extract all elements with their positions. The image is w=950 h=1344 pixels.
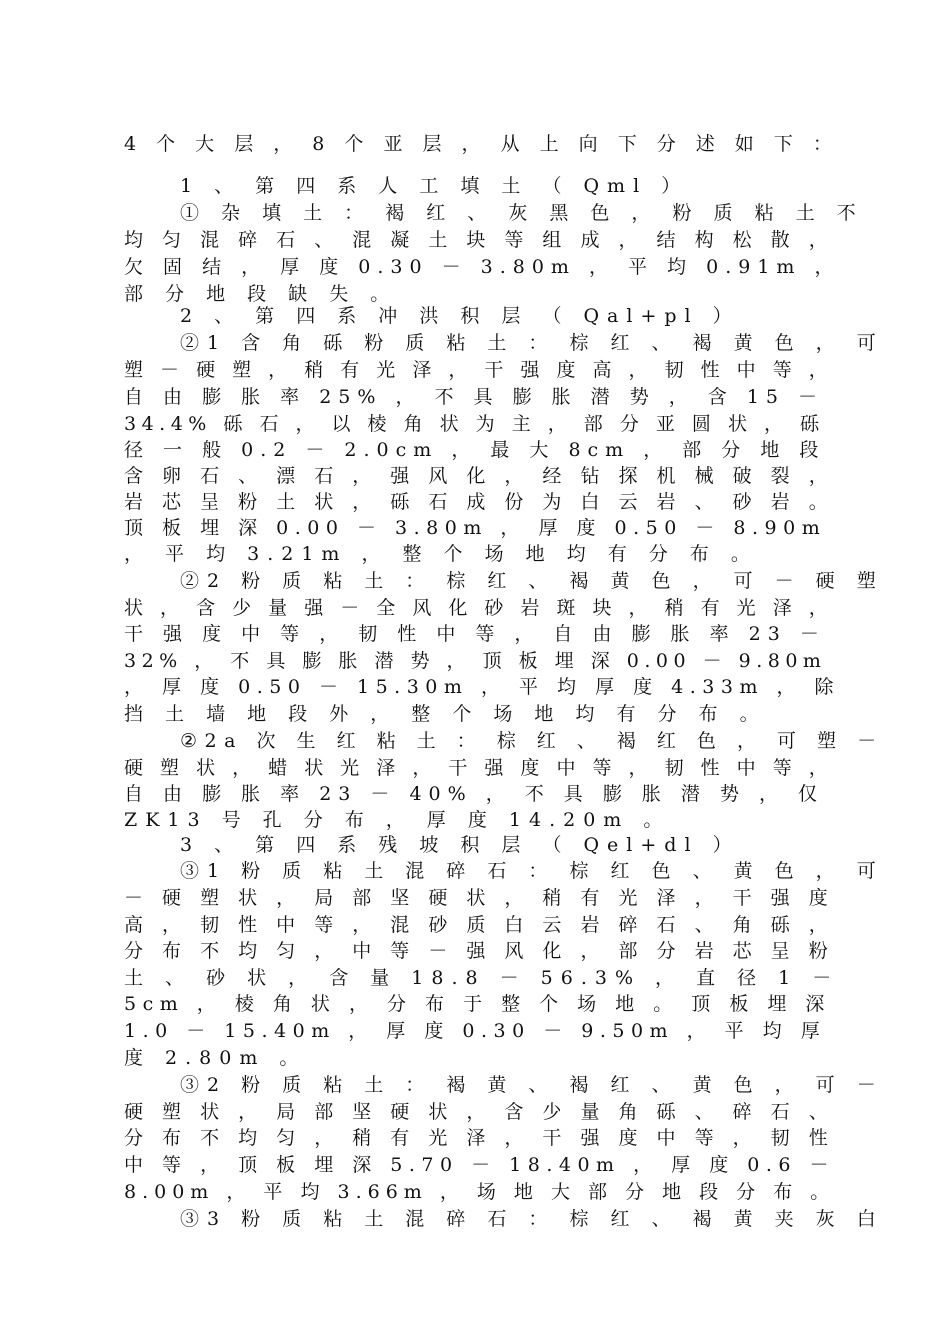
text-line: 均 匀 混 碎 石 、 混 凝 土 块 等 组 成 ， 结 构 松 散 ， — [124, 229, 835, 251]
text-line: ① 杂 填 土 ： 褐 红 、 灰 黑 色 ， 粉 质 粘 土 不 — [180, 202, 864, 224]
text-line: 高 ， 韧 性 中 等 ， 混 砂 质 白 云 岩 碎 石 、 角 砾 ， — [124, 914, 835, 936]
text-line: 干 强 度 中 等 ， 韧 性 中 等 ， 自 由 膨 胀 率 23 － — [124, 623, 826, 645]
text-line: ZK13 号 孔 分 布 ， 厚 度 14.20m 。 — [124, 809, 671, 831]
text-line: ②2a 次 生 红 粘 土 ： 棕 红 、 褐 红 色 ， 可 塑 － — [180, 730, 884, 752]
text-line: 8.00m ， 平 均 3.66m ， 场 地 大 部 分 地 段 分 布 。 — [124, 1181, 836, 1203]
text-line: 分 布 不 均 匀 ， 中 等 － 强 风 化 ， 部 分 岩 芯 呈 粉 — [124, 940, 835, 962]
text-line: 欠 固 结 ， 厚 度 0.30 － 3.80m ， 平 均 0.91m ， — [124, 256, 841, 278]
text-line: 含 卵 石 、 漂 石 ， 强 风 化 ， 经 钻 探 机 械 破 裂 ， — [124, 465, 835, 487]
text-line: 硬 塑 状 ， 局 部 坚 硬 状 ， 含 少 量 角 砾 、 碎 石 、 — [124, 1101, 835, 1123]
text-line: 顶 板 埋 深 0.00 － 3.80m ， 厚 度 0.50 － 8.90m — [124, 517, 827, 539]
text-line: ， 平 均 3.21m ， 整 个 场 地 均 有 分 布 。 — [124, 543, 758, 565]
text-line: ， 厚 度 0.50 － 15.30m ， 平 均 厚 度 4.33m ， 除 — [124, 676, 841, 698]
text-line: 中 等 ， 顶 板 埋 深 5.70 － 18.40m ， 厚 度 0.6 － — [124, 1154, 835, 1176]
text-line: 4 个 大 层 ， 8 个 亚 层 ， 从 上 向 下 分 述 如 下 ： — [124, 133, 839, 155]
text-line: 5cm ， 棱 角 状 ， 分 布 于 整 个 场 地 。 顶 板 埋 深 — [124, 993, 831, 1015]
text-line: 1.0 － 15.40m ， 厚 度 0.30 － 9.50m ， 平 均 厚 — [124, 1020, 827, 1042]
text-line: 自 由 膨 胀 率 23 － 40% ， 不 具 膨 胀 潜 势 ， 仅 — [124, 783, 825, 805]
text-line: 岩 芯 呈 粉 土 状 ， 砾 石 成 份 为 白 云 岩 、 砂 岩 。 — [124, 491, 835, 513]
text-line: ③3 粉 质 粘 土 混 碎 石 ： 棕 红 、 褐 黄 夹 灰 白 — [180, 1208, 884, 1230]
section-heading: 1 、 第 四 系 人 工 填 土 （ Qml ） — [180, 175, 689, 197]
text-line: ③2 粉 质 粘 土 ： 褐 黄 、 褐 红 、 黄 色 ， 可 － — [180, 1074, 884, 1096]
text-line: 分 布 不 均 匀 ， 稍 有 光 泽 ， 干 强 度 中 等 ， 韧 性 — [124, 1127, 835, 1149]
text-line: 32% ， 不 具 膨 胀 潜 势 ， 顶 板 埋 深 0.00 － 9.80m — [124, 650, 827, 672]
text-line: 自 由 膨 胀 率 25% ， 不 具 膨 胀 潜 势 ， 含 15 － — [124, 386, 825, 408]
section-heading: 3 、 第 四 系 残 坡 积 层 （ Qel+dl ） — [180, 834, 740, 856]
text-line: 硬 塑 状 ， 蜡 状 光 泽 ， 干 强 度 中 等 ， 韧 性 中 等 ， — [124, 757, 834, 779]
text-line: 塑 － 硬 塑 ， 稍 有 光 泽 ， 干 强 度 高 ， 韧 性 中 等 ， — [124, 359, 834, 381]
text-line: ②2 粉 质 粘 土 ： 棕 红 、 褐 黄 色 ， 可 － 硬 塑 — [180, 570, 884, 592]
text-line: 部 分 地 段 缺 失 。 — [124, 283, 398, 305]
text-line: － 硬 塑 状 ， 局 部 坚 硬 状 ， 稍 有 光 泽 ， 干 强 度 — [124, 887, 835, 909]
text-line: 挡 土 墙 地 段 外 ， 整 个 场 地 均 有 分 布 。 — [124, 703, 767, 725]
text-line: 度 2.80m 。 — [124, 1047, 307, 1069]
text-line: 径 一 般 0.2 － 2.0cm ， 最 大 8cm ， 部 分 地 段 — [124, 439, 826, 461]
text-line: 34.4% 砾 石 ， 以 棱 角 状 为 主 ， 部 分 亚 圆 状 ， 砾 — [124, 413, 825, 435]
text-line: 状 ， 含 少 量 强 － 全 风 化 砂 岩 斑 块 ， 稍 有 光 泽 ， — [124, 597, 834, 619]
text-line: 土 、 砂 状 ， 含 量 18.8 － 56.3% ， 直 径 1 － — [124, 967, 840, 989]
section-heading: 2 、 第 四 系 冲 洪 积 层 （ Qal+pl ） — [180, 305, 740, 327]
text-line: ③1 粉 质 粘 土 混 碎 石 ： 棕 红 色 、 黄 色 ， 可 — [180, 860, 884, 882]
text-line: ②1 含 角 砾 粉 质 粘 土 ： 棕 红 、 褐 黄 色 ， 可 — [180, 332, 884, 354]
